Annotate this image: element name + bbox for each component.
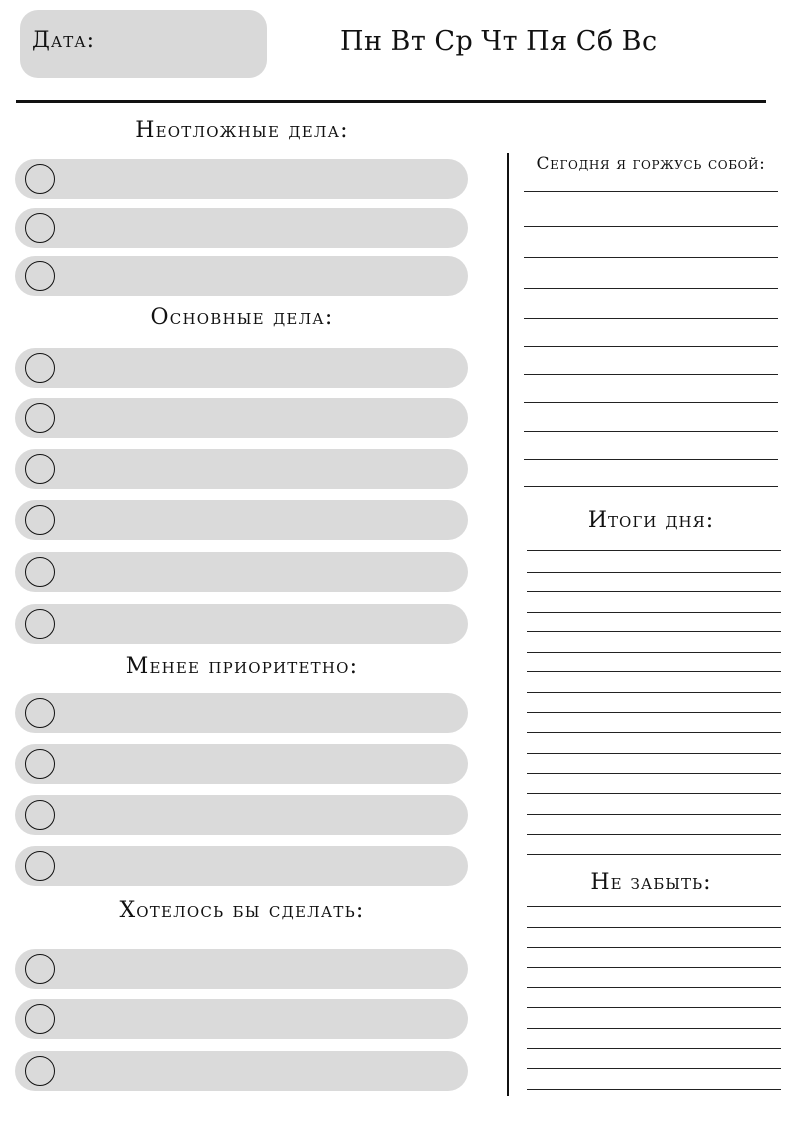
summary-line[interactable] bbox=[527, 793, 781, 794]
task-checkbox[interactable] bbox=[25, 353, 55, 383]
task-checkbox[interactable] bbox=[25, 954, 55, 984]
task-row-urgent-1[interactable] bbox=[15, 159, 468, 199]
task-row-less-2[interactable] bbox=[15, 744, 468, 784]
task-checkbox[interactable] bbox=[25, 698, 55, 728]
dont-forget-line[interactable] bbox=[527, 927, 781, 928]
section-title-main: Основные дела: bbox=[150, 305, 334, 330]
task-row-urgent-3[interactable] bbox=[15, 256, 468, 296]
summary-line[interactable] bbox=[527, 854, 781, 855]
dont-forget-title: Не забыть: bbox=[590, 870, 712, 895]
proud-line[interactable] bbox=[524, 431, 778, 432]
date-label: Дата: bbox=[32, 28, 96, 53]
summary-line[interactable] bbox=[527, 671, 781, 672]
weekday-selector bbox=[340, 26, 658, 57]
summary-line[interactable] bbox=[527, 612, 781, 613]
task-row-main-5[interactable] bbox=[15, 552, 468, 592]
task-checkbox[interactable] bbox=[25, 505, 55, 535]
summary-line[interactable] bbox=[527, 732, 781, 733]
task-row-urgent-2[interactable] bbox=[15, 208, 468, 248]
weekday-fri[interactable]: Пя bbox=[526, 26, 568, 57]
section-title-less-priority: Менее приоритетно: bbox=[125, 654, 359, 679]
proud-line[interactable] bbox=[524, 402, 778, 403]
task-row-main-6[interactable] bbox=[15, 604, 468, 644]
task-checkbox[interactable] bbox=[25, 749, 55, 779]
weekday-mon[interactable]: Пн bbox=[340, 26, 383, 57]
proud-line[interactable] bbox=[524, 226, 778, 227]
dont-forget-line[interactable] bbox=[527, 947, 781, 948]
proud-line[interactable] bbox=[524, 318, 778, 319]
proud-line[interactable] bbox=[524, 257, 778, 258]
task-row-main-2[interactable] bbox=[15, 398, 468, 438]
proud-line[interactable] bbox=[524, 459, 778, 460]
summary-line[interactable] bbox=[527, 753, 781, 754]
task-row-less-1[interactable] bbox=[15, 693, 468, 733]
dont-forget-line[interactable] bbox=[527, 987, 781, 988]
task-checkbox[interactable] bbox=[25, 851, 55, 881]
task-checkbox[interactable] bbox=[25, 261, 55, 291]
dont-forget-line[interactable] bbox=[527, 906, 781, 907]
summary-line[interactable] bbox=[527, 550, 781, 551]
task-row-main-3[interactable] bbox=[15, 449, 468, 489]
dont-forget-line[interactable] bbox=[527, 1089, 781, 1090]
column-divider bbox=[507, 153, 509, 1096]
summary-line[interactable] bbox=[527, 834, 781, 835]
dont-forget-line[interactable] bbox=[527, 1068, 781, 1069]
task-checkbox[interactable] bbox=[25, 609, 55, 639]
section-title-urgent: Неотложные дела: bbox=[135, 118, 349, 143]
task-row-would-like-2[interactable] bbox=[15, 999, 468, 1039]
weekday-wed[interactable]: Ср bbox=[434, 26, 474, 57]
task-row-would-like-3[interactable] bbox=[15, 1051, 468, 1091]
summary-title: Итоги дня: bbox=[587, 508, 715, 533]
task-row-main-1[interactable] bbox=[15, 348, 468, 388]
summary-line[interactable] bbox=[527, 591, 781, 592]
task-row-less-4[interactable] bbox=[15, 846, 468, 886]
task-checkbox[interactable] bbox=[25, 403, 55, 433]
task-checkbox[interactable] bbox=[25, 164, 55, 194]
summary-line[interactable] bbox=[527, 652, 781, 653]
task-checkbox[interactable] bbox=[25, 213, 55, 243]
task-row-main-4[interactable] bbox=[15, 500, 468, 540]
summary-line[interactable] bbox=[527, 572, 781, 573]
dont-forget-line[interactable] bbox=[527, 1028, 781, 1029]
task-checkbox[interactable] bbox=[25, 557, 55, 587]
proud-line[interactable] bbox=[524, 374, 778, 375]
proud-line[interactable] bbox=[524, 486, 778, 487]
task-row-less-3[interactable] bbox=[15, 795, 468, 835]
task-checkbox[interactable] bbox=[25, 1056, 55, 1086]
weekday-thu[interactable]: Чт bbox=[481, 26, 519, 57]
weekday-sun[interactable]: Вс bbox=[621, 26, 658, 57]
summary-line[interactable] bbox=[527, 814, 781, 815]
section-title-would-like: Хотелось бы сделать: bbox=[119, 898, 365, 923]
proud-line[interactable] bbox=[524, 288, 778, 289]
weekday-tue[interactable]: Вт bbox=[390, 26, 427, 57]
dont-forget-line[interactable] bbox=[527, 967, 781, 968]
dont-forget-line[interactable] bbox=[527, 1048, 781, 1049]
summary-line[interactable] bbox=[527, 692, 781, 693]
proud-title: Сегодня я горжусь собой: bbox=[536, 154, 766, 174]
task-checkbox[interactable] bbox=[25, 1004, 55, 1034]
weekday-sat[interactable]: Сб bbox=[575, 26, 614, 57]
task-checkbox[interactable] bbox=[25, 800, 55, 830]
dont-forget-line[interactable] bbox=[527, 1007, 781, 1008]
task-row-would-like-1[interactable] bbox=[15, 949, 468, 989]
header-divider bbox=[16, 100, 766, 103]
summary-line[interactable] bbox=[527, 631, 781, 632]
summary-line[interactable] bbox=[527, 773, 781, 774]
summary-line[interactable] bbox=[527, 712, 781, 713]
task-checkbox[interactable] bbox=[25, 454, 55, 484]
proud-line[interactable] bbox=[524, 346, 778, 347]
date-field[interactable] bbox=[20, 10, 267, 78]
proud-line[interactable] bbox=[524, 191, 778, 192]
